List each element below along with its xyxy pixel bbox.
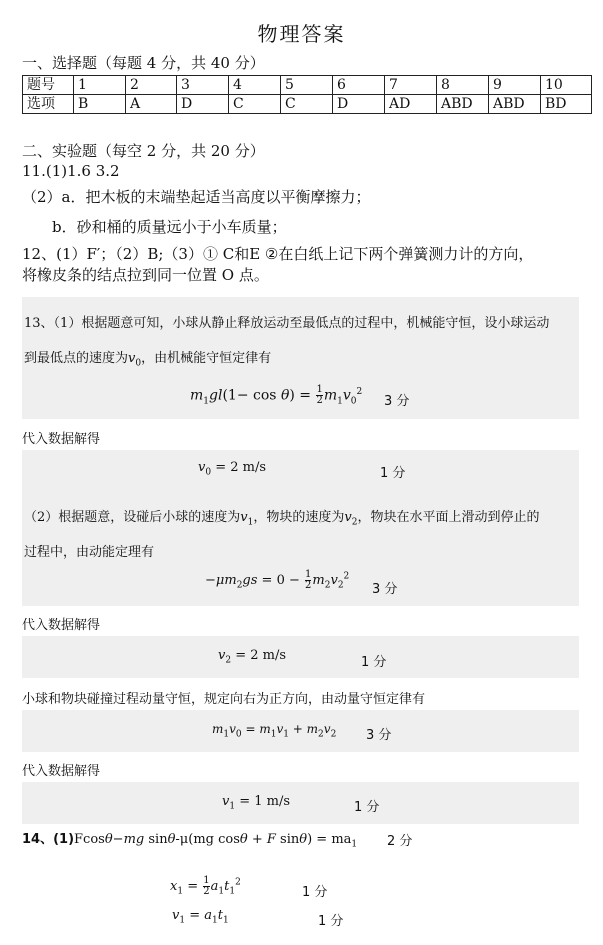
value: = 1 m/s [239, 794, 291, 809]
score: 1 分 [380, 466, 406, 481]
q13-p2-line2: 过程中，由动能定理有 [24, 545, 155, 560]
eq-momentum: $m_1v_0 = m_1v_1 + m_2v_2$ [212, 722, 337, 740]
eq-v1-kinematic: $v_1 = a_1t_1$ [172, 908, 229, 926]
row-label-answer: 选项 [23, 95, 74, 114]
table-cell: 5 [281, 76, 333, 95]
substitute-text: 代入数据解得 [22, 764, 101, 779]
q13-p1-line1: 13、（1）根据题意可知，小球从静止释放运动至最低点的过程中，机械能守恒，设小球运动 [24, 316, 550, 331]
q13-block2 [22, 450, 579, 490]
score: 3 分 [372, 582, 398, 597]
q13-block5 [22, 636, 579, 678]
table-cell: D [177, 95, 229, 114]
table-cell: 7 [385, 76, 437, 95]
text: ，由机械能守恒定律有 [141, 351, 272, 366]
section1-heading: 一、选择题（每题 4 分，共 40 分） [22, 54, 265, 72]
eq-v2: $v_2 = 2$ m/s [218, 648, 287, 666]
table-cell: 2 [126, 76, 177, 95]
eq-x1: $x_1$ = $\frac{1}{2}$ $a_1t_1^2$ [170, 875, 241, 897]
score: 3 分 [366, 728, 392, 743]
q13-p2-line1: （2）根据题意，设碰后小球的速度为$v_1$，物块的速度为$v_2$，物块在水平面上滑动到停止的 [24, 510, 540, 528]
table-cell: AD [385, 95, 437, 114]
table-cell: BD [541, 95, 592, 114]
table-cell: B [74, 95, 126, 114]
table-cell: C [229, 95, 281, 114]
text: ，物块的速度为 [253, 510, 345, 525]
score: 1 分 [318, 914, 344, 929]
score: 1 分 [361, 655, 387, 670]
table-cell: C [281, 95, 333, 114]
q13-p1-line2: 到最低点的速度为$v_0$，由机械能守恒定律有 [24, 351, 272, 369]
q12-line1: 12、(1）F′；（2）B;（3）① C和E ②在白纸上记下两个弹簧测力计的方向， [22, 245, 534, 263]
table-row [23, 76, 592, 95]
text: 到最低点的速度为 [24, 351, 129, 366]
table-cell: 9 [489, 76, 541, 95]
answer-table [22, 75, 592, 114]
q14-line1: 14、(1)Fcosθ−mg sinθ-μ(mg cosθ + F $\sin\theta) = ma_1$ [22, 832, 358, 850]
q12-line2: 将橡皮条的结点拉到同一位置 O 点。 [22, 266, 269, 284]
table-row [23, 95, 592, 114]
table-cell: 4 [229, 76, 281, 95]
score: 1 分 [354, 800, 380, 815]
eq-v0: $v_0 = 2$ m/s [198, 460, 267, 478]
q11-part2b: b．砂和桶的质量远小于小车质量； [52, 218, 287, 236]
substitute-text: 代入数据解得 [22, 432, 101, 447]
value: = 2 m/s [235, 648, 287, 663]
table-cell: 6 [333, 76, 385, 95]
score: 3 分 [384, 394, 410, 409]
table-cell: 8 [437, 76, 489, 95]
table-cell: ABD [489, 95, 541, 114]
table-cell: A [126, 95, 177, 114]
q11-part1: 11.(1)1.6 3.2 [22, 162, 120, 180]
score: 1 分 [302, 885, 328, 900]
eq-v1: $v_1 = 1$ m/s [222, 794, 291, 812]
row-label-number: 题号 [23, 76, 74, 95]
value: = 2 m/s [215, 460, 267, 475]
table-cell: 10 [541, 76, 592, 95]
table-cell: ABD [437, 95, 489, 114]
table-cell: D [333, 95, 385, 114]
eq-energy: $m_1gl(1- \cos \theta)$ = $\frac{1}{2}$ $m_1v_0^2$ [190, 384, 363, 407]
substitute-text: 代入数据解得 [22, 618, 101, 633]
q13-block7 [22, 782, 579, 824]
label: 14、(1) [22, 832, 75, 847]
text: （2）根据题意，设碰后小球的速度为 [24, 510, 241, 525]
momentum-text: 小球和物块碰撞过程动量守恒，规定向右为正方向，由动量守恒定律有 [22, 692, 426, 707]
eq-work-energy: $-\mu m_2gs = 0$ − $\frac{1}{2}$ $m_2v_2^2$ [205, 569, 350, 591]
q11-part2a: （2）a．把木板的末端垫起适当高度以平衡摩擦力； [22, 188, 371, 206]
score: 2 分 [387, 834, 413, 849]
text: ，物块在水平面上滑动到停止的 [357, 510, 540, 525]
section2-heading: 二、实验题（每空 2 分，共 20 分） [22, 142, 265, 160]
page-title: 物理答案 [257, 22, 346, 46]
table-cell: 1 [74, 76, 126, 95]
table-cell: 3 [177, 76, 229, 95]
